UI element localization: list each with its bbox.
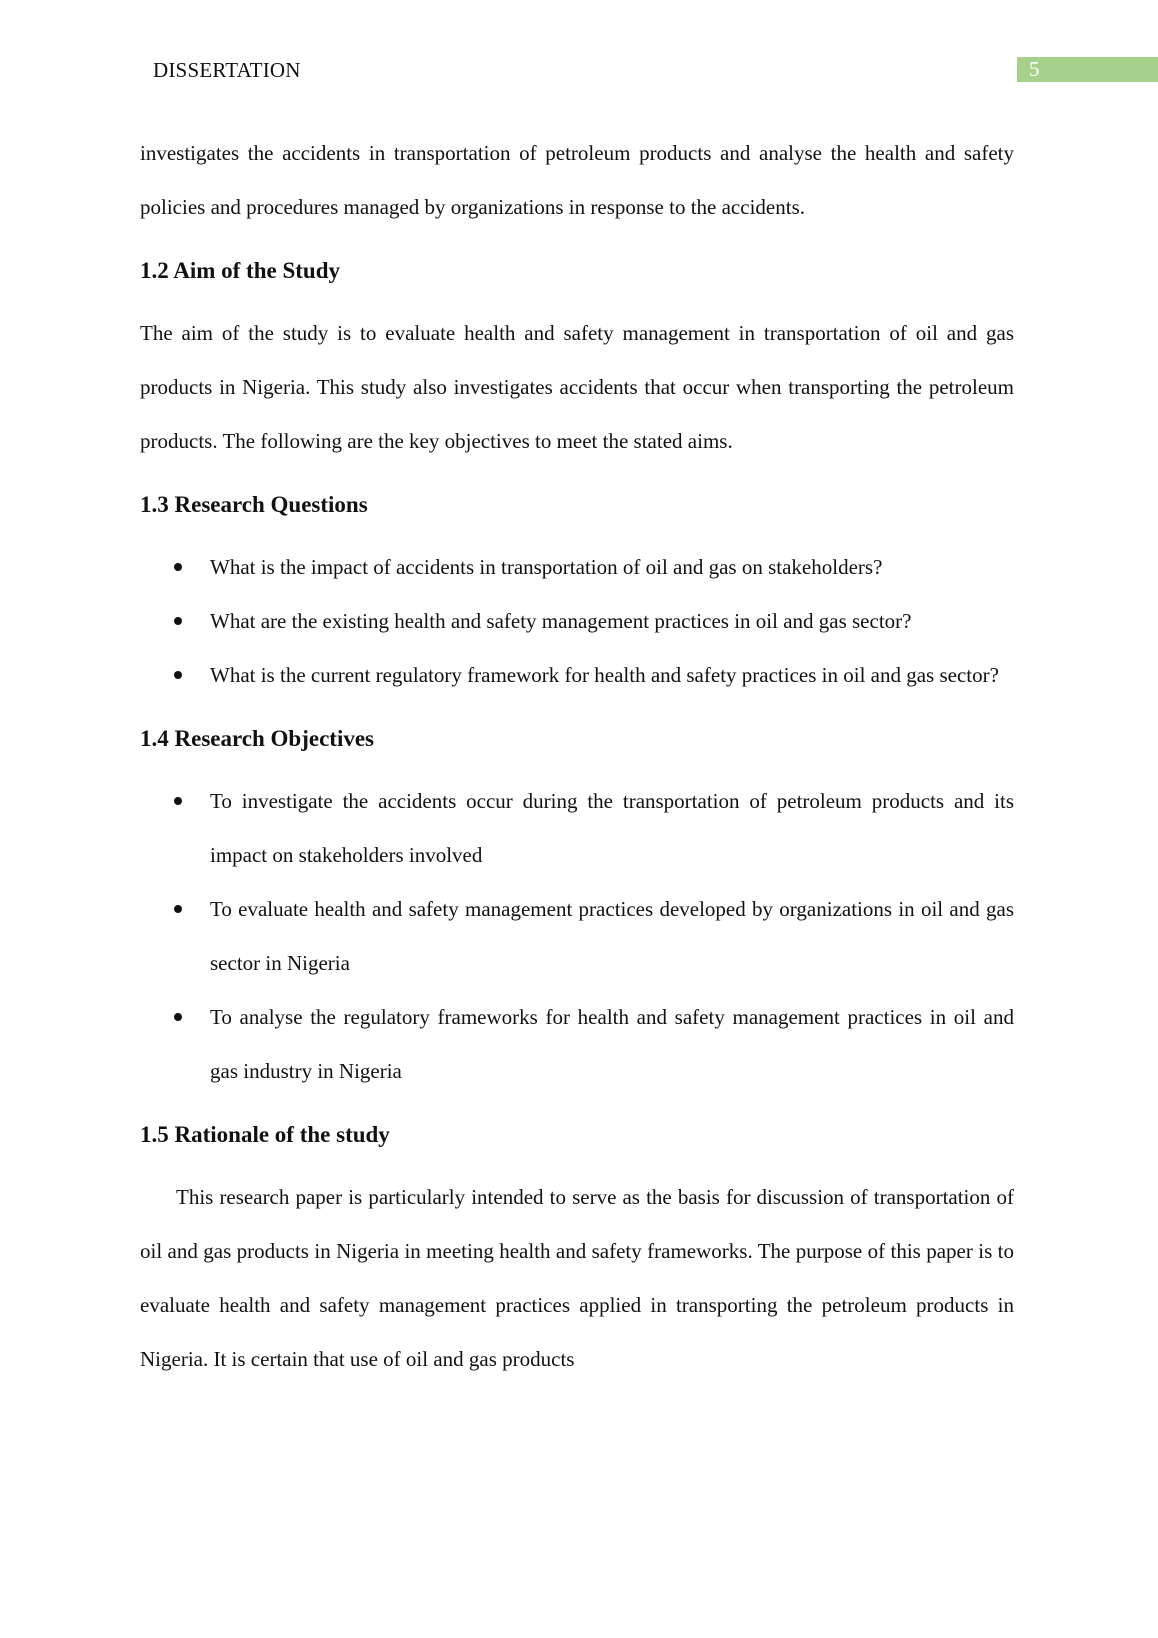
document-body [140, 126, 1014, 1386]
list-item [140, 774, 1014, 882]
list-item-text: What is the current regulatory framework for health and safety practices in oil and gas sector? [210, 663, 999, 687]
list-item-text: To evaluate health and safety management practices developed by organizations in oil and gas sector in Nigeria [210, 897, 1014, 975]
list-item-text: To investigate the accidents occur during the transportation of petroleum products and its impact on stakeholders involved [210, 789, 1014, 867]
intro-paragraph: investigates the accidents in transportation of petroleum products and analyse the health and safety policies and procedures managed by organizations in response to the accidents. [140, 141, 1014, 219]
section-heading-rationale: 1.5 Rationale of the study [140, 1122, 390, 1147]
page-number: 5 [1029, 57, 1040, 81]
rationale-paragraph: This research paper is particularly intended to serve as the basis for discussion of transportation of oil and gas products in Nigeria in meeting health and safety frameworks. The purpose of this paper is to evaluate health and safety management practices applied in transporting the petroleum products in Nigeria. It is certain that use of oil and gas products [140, 1185, 1014, 1371]
header-title: DISSERTATION [153, 58, 301, 82]
bullet-icon [174, 905, 182, 913]
aim-paragraph: The aim of the study is to evaluate health and safety management in transportation of oil and gas products in Nigeria. This study also investigates accidents that occur when transporting the petroleum products. The following are the key objectives to meet the stated aims. [140, 321, 1014, 453]
list-item [140, 594, 1014, 648]
list-item [140, 540, 1014, 594]
list-item-text: What are the existing health and safety management practices in oil and gas sector? [210, 609, 912, 633]
research-questions-list [140, 540, 1014, 702]
section-heading-research-objectives: 1.4 Research Objectives [140, 726, 374, 751]
list-item [140, 648, 1014, 702]
bullet-icon [174, 671, 182, 679]
section-heading-research-questions: 1.3 Research Questions [140, 492, 368, 517]
section-heading-aim: 1.2 Aim of the Study [140, 258, 340, 283]
list-item-text: To analyse the regulatory frameworks for health and safety management practices in oil and gas industry in Nigeria [210, 1005, 1014, 1083]
list-item-text: What is the impact of accidents in transportation of oil and gas on stakeholders? [210, 555, 883, 579]
bullet-icon [174, 797, 182, 805]
research-objectives-list [140, 774, 1014, 1098]
bullet-icon [174, 617, 182, 625]
list-item [140, 990, 1014, 1098]
bullet-icon [174, 563, 182, 571]
bullet-icon [174, 1013, 182, 1021]
page-number-box [1017, 57, 1158, 82]
list-item [140, 882, 1014, 990]
